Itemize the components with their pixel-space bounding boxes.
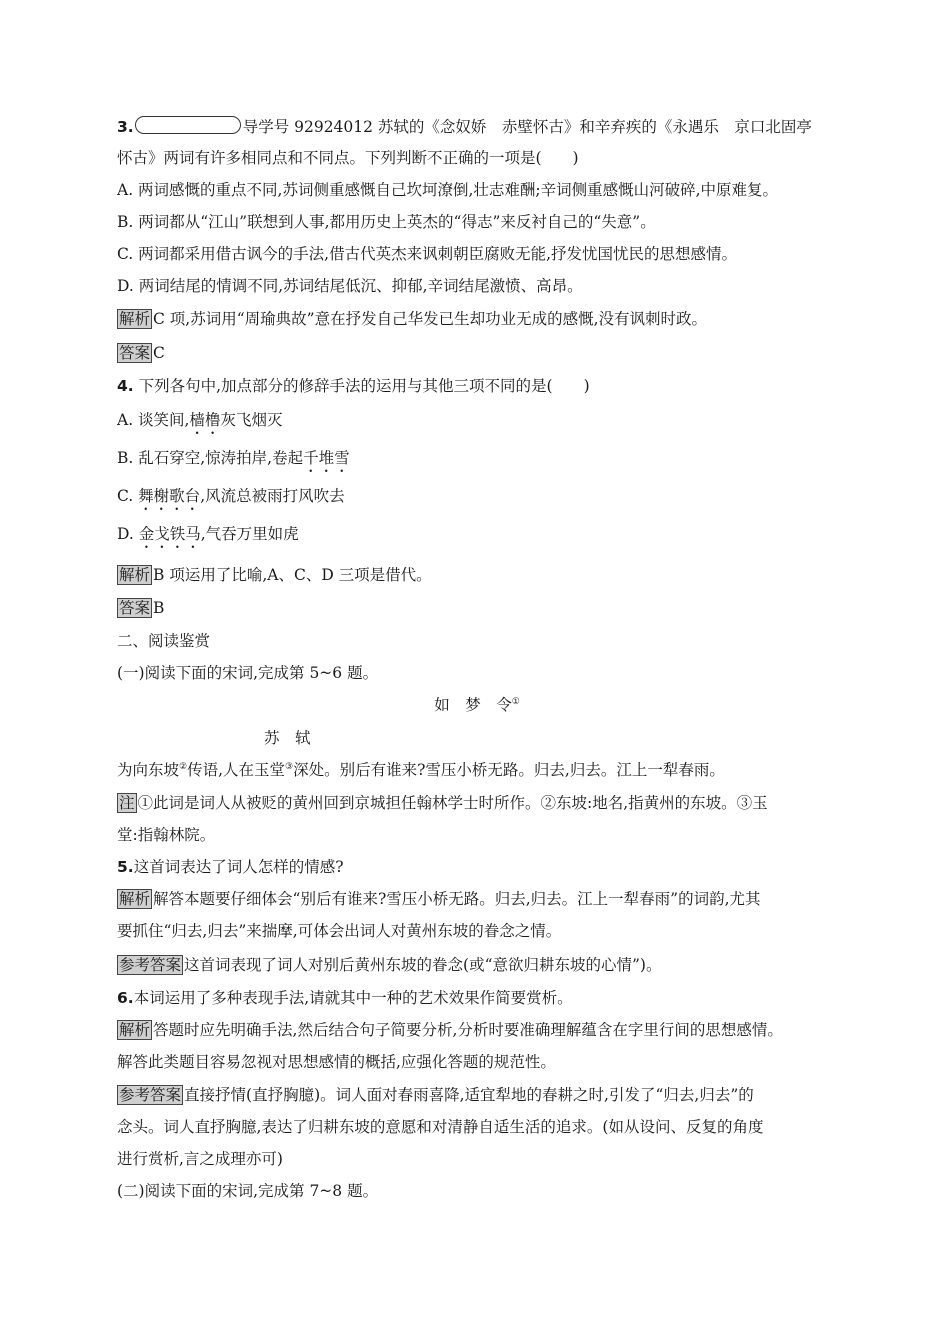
q4-option-a-pre: A. 谈笑间, [117, 411, 190, 429]
q6-stem [117, 987, 837, 1009]
q4-stem [117, 375, 837, 397]
poem-note-mark-2: ② [179, 761, 188, 772]
part1-intro: (一)阅读下面的宋词,完成第 5~6 题。 [117, 664, 379, 682]
q4-option-c-pre: C. [117, 487, 139, 505]
part2-intro: (二)阅读下面的宋词,完成第 7~8 题。 [117, 1182, 379, 1200]
q4-stem-text: 下列各句中,加点部分的修辞手法的运用与其他三项不同的是( ) [138, 377, 590, 395]
q4-option-d-post: ,气吞万里如虎 [200, 525, 299, 543]
note-line2: 堂:指翰林院。 [117, 826, 216, 844]
q3-option-c: C. 两词都采用借古讽今的手法,借古代英杰来讽刺朝臣腐败无能,抒发忧国忧民的思想感情。 [117, 245, 738, 263]
q5-answer-text: 这首词表现了词人对别后黄州东坡的眷念(或“意欲归耕东坡的心情”)。 [184, 956, 662, 974]
note-label: 注 [119, 794, 135, 812]
q5-stem-text: 这首词表达了词人怎样的情感? [133, 858, 344, 876]
section-heading: 二、阅读鉴赏 [117, 632, 211, 650]
q4-option-b-dotted: 千堆雪 [303, 449, 350, 467]
poem-text [117, 759, 837, 781]
q4-option-c [117, 485, 837, 511]
poem-title-text: 如 梦 令 [434, 696, 512, 714]
q4-option-d-dotted: 金戈铁马 [138, 525, 201, 543]
q5-analysis-text-1: 解答本题要仔细体会“别后有谁来?雪压小桥无路。归去,归去。江上一犁春雨”的词韵,尤其 [153, 890, 761, 908]
note-text-1: ①此词是词人从被贬的黄州回到京城担任翰林学士时所作。②东坡:地名,指黄州的东坡。③玉 [137, 794, 768, 812]
answer-label: 答案 [119, 599, 151, 617]
note-line1 [117, 792, 837, 814]
q4-analysis-text: B 项运用了比喻,A、C、D 三项是借代。 [153, 566, 432, 584]
q5-number: 5. [117, 858, 134, 876]
q3-line2: 怀古》两词有许多相同点和不同点。下列判断不正确的一项是( ) [117, 149, 579, 167]
q6-answer-line1 [117, 1084, 837, 1106]
q5-stem [117, 856, 837, 878]
q3-option-d: D. 两词结尾的情调不同,苏词结尾低沉、抑郁,辛词结尾激愤、高昂。 [117, 277, 583, 295]
q4-option-c-post: ,风流总被雨打风吹去 [200, 487, 345, 505]
q4-option-a [117, 409, 837, 435]
q3-number: 3. [117, 118, 134, 136]
q4-option-d-pre: D. [117, 525, 139, 543]
poem-title-note-mark: ① [511, 696, 520, 707]
q5-analysis-line1 [117, 888, 837, 910]
q3-answer [117, 342, 837, 364]
q6-analysis-line1 [117, 1019, 837, 1041]
poem-title [117, 694, 837, 716]
poem-text-part1: 为向东坡 [117, 761, 180, 779]
analysis-label: 解析 [119, 566, 151, 584]
q6-answer-line2: 念头。词人直抒胸臆,表达了归耕东坡的意愿和对清静自适生活的追求。(如从设问、反复的角度 [117, 1118, 764, 1136]
reference-answer-label: 参考答案 [119, 956, 182, 974]
reference-answer-label: 参考答案 [119, 1086, 182, 1104]
q6-analysis-line2: 解答此类题目容易忽视对思想感情的概括,应强化答题的规范性。 [117, 1053, 556, 1071]
q3-line1 [117, 116, 837, 138]
q3-answer-text: C [153, 344, 165, 362]
q6-number: 6. [117, 989, 134, 1007]
q4-option-a-dotted: 樯橹 [189, 411, 221, 429]
q3-analysis-text: C 项,苏词用“周瑜典故”意在抒发自己华发已生却功业无成的感慨,没有讽刺时政。 [153, 310, 708, 328]
analysis-label: 解析 [119, 310, 151, 328]
q4-answer [117, 597, 837, 619]
answer-label: 答案 [119, 344, 151, 362]
q4-analysis [117, 564, 837, 586]
analysis-label: 解析 [119, 1021, 151, 1039]
q3-option-a: A. 两词感慨的重点不同,苏词侧重感慨自己坎坷潦倒,壮志难酬;辛词侧重感慨山河破碎,中原难复。 [117, 181, 779, 199]
guide-id-box [135, 116, 241, 134]
q4-option-d [117, 523, 837, 549]
q4-option-b [117, 447, 837, 473]
q4-option-b-pre: B. 乱石穿空,惊涛拍岸,卷起 [117, 449, 304, 467]
analysis-label: 解析 [119, 890, 151, 908]
q6-analysis-text-1: 答题时应先明确手法,然后结合句子简要分析,分析时要准确理解蕴含在字里行间的思想感情。 [153, 1021, 783, 1039]
q4-option-a-post: 灰飞烟灭 [220, 411, 283, 429]
q6-answer-text-1: 直接抒情(直抒胸臆)。词人面对春雨喜降,适宜犁地的春耕之时,引发了“归去,归去”的 [184, 1086, 754, 1104]
poem-text-part3: 深处。别后有谁来?雪压小桥无路。归去,归去。江上一犁春雨。 [293, 761, 725, 779]
poem-author: 苏 轼 [264, 729, 311, 747]
q6-answer-line3: 进行赏析,言之成理亦可) [117, 1150, 283, 1168]
q4-number: 4. [117, 377, 134, 395]
q3-option-b: B. 两词都从“江山”联想到人事,都用历史上英杰的“得志”来反衬自己的“失意”。 [117, 213, 656, 231]
q3-stem-1: 导学号 92924012 苏轼的《念奴娇 赤壁怀古》和辛弃疾的《永遇乐 京口北固亭 [242, 118, 812, 136]
q5-answer [117, 954, 837, 976]
poem-text-part2: 传语,人在玉堂 [187, 761, 286, 779]
q5-analysis-line2: 要抓住“归去,归去”来揣摩,可体会出词人对黄州东坡的眷念之情。 [117, 922, 562, 940]
q3-analysis [117, 308, 837, 330]
poem-note-mark-3: ③ [285, 761, 294, 772]
q4-answer-text: B [153, 599, 165, 617]
q6-stem-text: 本词运用了多种表现手法,请就其中一种的艺术效果作简要赏析。 [133, 989, 573, 1007]
q4-option-c-dotted: 舞榭歌台 [138, 487, 201, 505]
